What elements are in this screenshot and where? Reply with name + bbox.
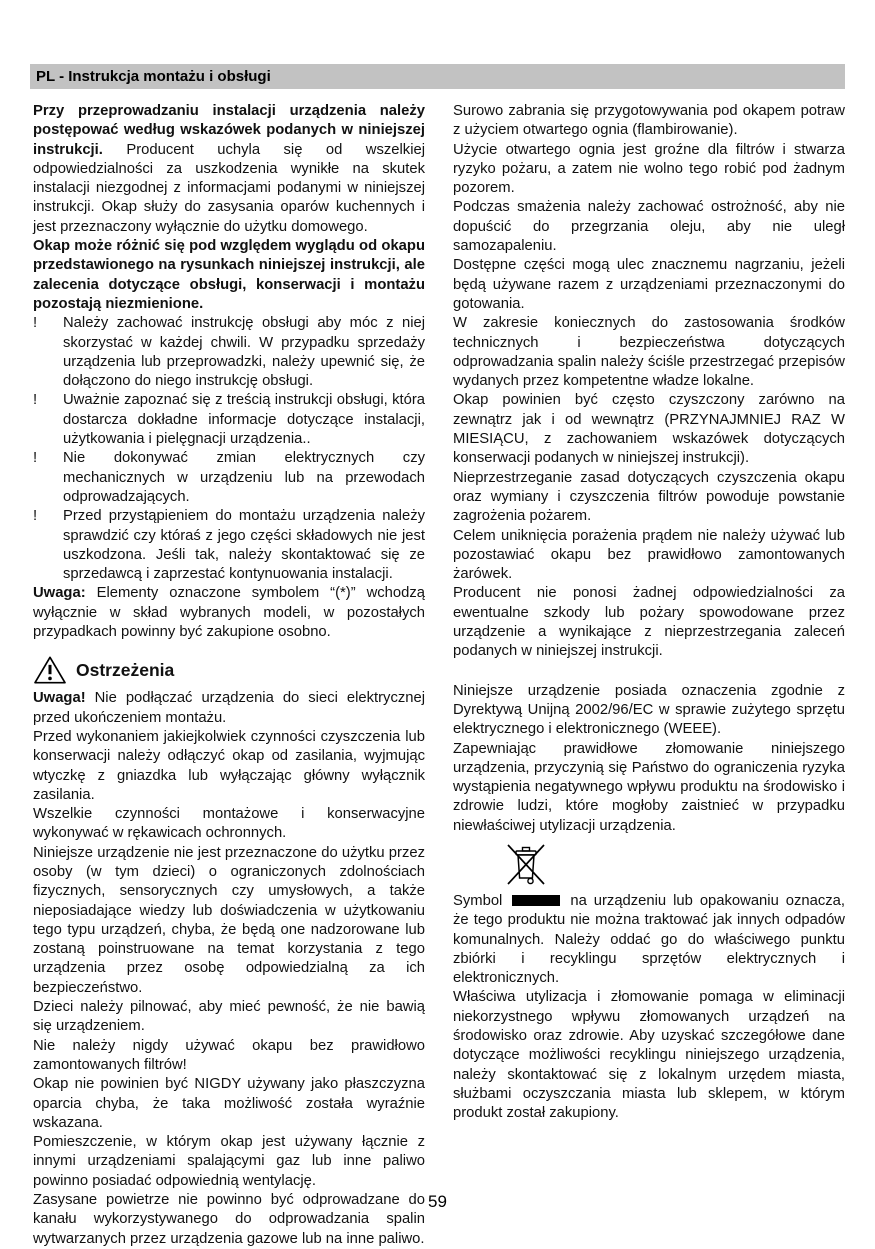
warning-paragraph [33,689,425,728]
warning-paragraph: Niniejsze urządzenie nie jest przeznaczone do użytku przez osoby (w tym dzieci) o ograniczonych zdolnościach fizycznych, sensorycznych czy umysłowych, a także nieposiadające wiedzy lub doświadczenia w użytkowaniu tego typu urządzeń, chyba, że będą one nadzorowane lub zostaną poinstruowane na temat korzystania z tego urządzenia przez osobę odpowiedzialną za ich bezpieczeństwo. [33,844,425,996]
safety-paragraph: Producent nie ponosi żadnej odpowiedzialności za ewentualne szkody lub pożary spowodowane przez urządzenie a wynikające z nieprzestrzegania zaleceń podanych w niniejszej instrukcji. [453,585,845,660]
safety-paragraph: Celem uniknięcia porażenia prądem nie należy używać lub pozostawiać okapu bez prawidłowo zamontowanych żarówek. [453,527,845,583]
warnings-heading [33,655,425,685]
exclamation-bullet-marker: ! [33,508,38,525]
symbol-prefix-text: Symbol [453,892,503,909]
weee-paragraph: Zapewniając prawidłowe złomowanie niniejszego urządzenia, przyczynią się Państwo do ograniczenia ryzyka wystąpienia negatywnego wpływu produktu na środowisko i zdrowie ludzi, które mogłoby zaistnieć w przypadku niewłaściwej utylizacji urządzenia. [453,740,845,834]
symbol-paragraph [453,892,845,988]
right-column [453,102,845,1249]
intro-bold-lead: Przy przeprowadzaniu instalacji urządzenia należy postępować według wskazówek podanych w niniejszej instrukcji. [33,103,425,158]
appearance-note-paragraph: Okap może różnić się pod względem wyglądu od okapu przedstawionego na rysunkach niniejszej instrukcji, ale zalecenia dotyczące obsługi, konserwacji i montażu pozostają niezmienione. [33,238,425,312]
symbol-body-text: na urządzeniu lub opakowaniu oznacza, że tego produktu nie można traktować jak innych odpadów komunalnych. Należy oddać go do właściwego punktu zbiórki i recyklingu sprzętów elektrycznych i elektronicznych. [453,892,845,987]
uwaga-bold-lead: Uwaga! [33,690,86,707]
weee-crossed-bin-icon [505,839,547,889]
list-item [33,507,425,584]
paragraph-spacer [453,662,845,682]
list-item-text: Przed przystąpieniem do montażu urządzenia należy sprawdzić czy któraś z jego części składowych nie jest uszkodzona. Jeśli tak, należy skontaktować się ze sprzedawcą i zaprzestać kontynuowania instalacji. [63,508,425,583]
two-column-body [33,102,845,1249]
models-note-paragraph [33,584,425,642]
uwaga-body-text: Nie podłączać urządzenia do sieci elektrycznej przed ukończeniem montażu. [33,690,425,726]
weee-icon-container [505,839,845,889]
exclamation-bullet-marker: ! [33,450,38,467]
intro-body-text: Producent uchyla się od wszelkiej odpowiedzialności za uszkodzenia wynikłe na skutek instalacji niezgodnej z informacjami podanymi w niniejszej instrukcji. Okap służy do zasysania oparów kuchennych i jest przeznaczony wyłącznie do użytku domowego. [33,141,425,235]
warning-paragraph: Przed wykonaniem jakiejkolwiek czynności czyszczenia lub konserwacji należy odłączyć okap od zasilania, wyjmując wtyczkę z gniazdka lub wyłączając główny wyłącznik zasilania. [33,728,425,803]
warning-paragraph: Nie należy nigdy używać okapu bez prawidłowo zamontowanych filtrów! [33,1037,425,1073]
exclamation-bullet-marker: ! [33,392,38,409]
black-bar-symbol-icon [512,895,560,906]
page-number: 59 [428,1192,447,1211]
safety-paragraph: Nieprzestrzeganie zasad dotyczących czyszczenia okapu oraz wymiany i czyszczenia filtrów powoduje powstanie zagrożenia pożarem. [453,469,845,525]
section-header-bar [30,64,845,89]
warning-triangle-icon [33,655,67,685]
list-item [33,314,425,391]
safety-paragraph: Podczas smażenia należy zachować ostrożność, aby nie dopuścić do przegrzania oleju, aby nie uległ samozapaleniu. [453,199,845,255]
warning-paragraph: Zasysane powietrze nie powinno być odprowadzane do kanału wykorzystywanego do odprowadzania spalin wytwarzanych przez urządzenia gazowe lub na inne paliwo. [33,1192,425,1247]
warning-paragraph: Dzieci należy pilnować, aby mieć pewność, że nie bawią się urządzeniem. [33,999,425,1035]
list-item-text: Uważnie zapoznać się z treścią instrukcji obsługi, która dostarcza dokładne informacje dotyczące instalacji, użytkowania i pielęgnacji urządzenia.. [63,392,425,448]
warning-paragraph: Pomieszczenie, w którym okap jest używany łącznie z innymi urządzeniami spalającymi gaz lub inne paliwo powinno posiadać odpowiednią wentylację. [33,1134,425,1189]
exclamation-bullet-marker: ! [33,315,38,332]
note-body-text: Elementy oznaczone symbolem “(*)” wchodzą wyłącznie w skład wybranych modeli, w pozostałych przypadkach powinny być zakupione osobno. [33,585,425,641]
safety-paragraph: Dostępne części mogą ulec znacznemu nagrzaniu, jeżeli będą używane razem z urządzeniami przeznaczonymi do gotowania. [453,257,845,312]
list-item-text: Należy zachować instrukcję obsługi aby móc z niej skorzystać w każdej chwili. W przypadku sprzedaży urządzenia lub przeprowadzki, należy upewnić się, że dołączono do niego instrukcję obsługi. [63,315,425,390]
list-item-text: Nie dokonywać zmian elektrycznych czy mechanicznych w urządzeniu lub na przewodach odprowadzających. [63,450,425,505]
safety-paragraph: W zakresie koniecznych do zastosowania środków technicznych i bezpieczeństwa dotyczących odprowadzania spalin należy ściśle przestrzegać przepisów wydanych przez kompetentne władze lokalne. [453,315,845,390]
page-title: PL - Instrukcja montażu i obsługi [36,68,271,85]
intro-paragraph [33,102,425,237]
weee-paragraph: Niniejsze urządzenie posiada oznaczenia zgodnie z Dyrektywą Unijną 2002/96/EC w sprawie zużytego sprzętu elektrycznego i elektronicznego (WEEE). [453,682,845,738]
safety-paragraph: Użycie otwartego ognia jest groźne dla filtrów i stwarza ryzyko pożaru, a zatem nie wolno tego robić pod żadnym pozorem. [453,141,845,197]
left-column [33,102,425,1249]
warning-paragraph: Okap nie powinien być NIGDY używany jako płaszczyzna oparcia chyba, że taka możliwość została wyraźnie wskazana. [33,1076,425,1131]
list-item [33,449,425,507]
recycling-paragraph: Właściwa utylizacja i złomowanie pomaga w eliminacji niekorzystnego wpływu złomowanych urządzeń na środowisko oraz zdrowie. Aby uzyskać szczegółowe dane dotyczące możliwości recyklingu niniejszego urządzenia, należy skontaktować się z lokalnym urzędem miasta, służbami oczyszczania miasta lub sklepem, w którym produkt został zakupiony. [453,989,845,1122]
warnings-title: Ostrzeżenia [76,659,175,680]
note-bold-lead: Uwaga: [33,585,86,602]
safety-paragraph: Okap powinien być często czyszczony zarówno na zewnątrz jak i od wewnątrz (PRZYNAJMNIEJ RAZ W MIESIĄCU, z zachowaniem wskazówek dotyczących konserwacji podanych w niniejszej instrukcji). [453,392,845,467]
safety-paragraph: Surowo zabrania się przygotowywania pod okapem potraw z użyciem otwartego ognia (flambirowanie). [453,103,845,139]
warning-paragraph: Wszelkie czynności montażowe i konserwacyjne wykonywać w rękawicach ochronnych. [33,806,425,842]
list-item [33,391,425,449]
